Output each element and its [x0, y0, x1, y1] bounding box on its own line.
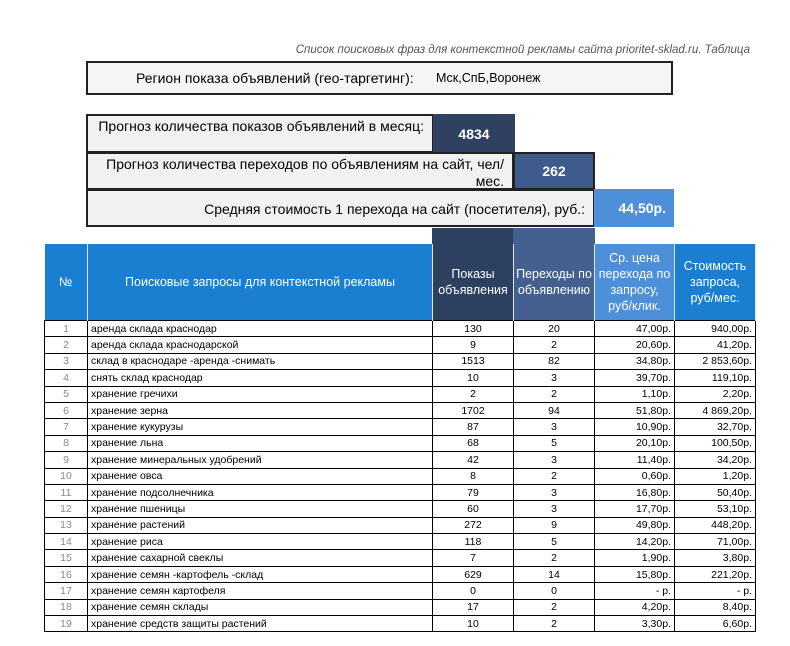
table-header-row [45, 244, 756, 321]
row-price: 20,10р. [595, 435, 675, 451]
table-row [45, 534, 756, 550]
clicks-forecast-label: Прогноз количества переходов по объявлениям на сайт, чел/мес. [106, 156, 504, 189]
row-cost: 2 853,60р. [675, 353, 756, 369]
row-clicks: 2 [514, 468, 595, 484]
row-price: 39,70р. [595, 370, 675, 386]
row-shows: 2 [433, 386, 514, 402]
row-cost: 940,00р. [675, 321, 756, 337]
row-shows: 79 [433, 484, 514, 500]
clicks-forecast-value: 262 [513, 152, 595, 190]
row-clicks: 14 [514, 566, 595, 582]
row-shows: 87 [433, 419, 514, 435]
row-shows: 60 [433, 501, 514, 517]
row-query: хранение гречихи [88, 386, 433, 402]
row-query: хранение подсолнечника [88, 484, 433, 500]
row-query: хранение растений [88, 517, 433, 533]
avg-cost-value: 44,50р. [594, 189, 674, 227]
row-shows: 1702 [433, 402, 514, 418]
row-shows: 629 [433, 566, 514, 582]
row-cost: 34,20р. [675, 452, 756, 468]
row-price: 10,90р. [595, 419, 675, 435]
table-row [45, 337, 756, 353]
row-cost: 50,40р. [675, 484, 756, 500]
avg-cost-label: Средняя стоимость 1 перехода на сайт (посетителя), руб.: [204, 201, 585, 217]
table-row [45, 517, 756, 533]
row-shows: 130 [433, 321, 514, 337]
row-cost: 448,20р. [675, 517, 756, 533]
table-row [45, 501, 756, 517]
row-num: 17 [45, 583, 88, 599]
row-query: хранение семян склады [88, 599, 433, 615]
row-shows: 9 [433, 337, 514, 353]
row-shows: 0 [433, 583, 514, 599]
row-price: 51,80р. [595, 402, 675, 418]
row-price: 20,60р. [595, 337, 675, 353]
row-num: 12 [45, 501, 88, 517]
row-query: хранение семян картофеля [88, 583, 433, 599]
table-row [45, 583, 756, 599]
row-clicks: 9 [514, 517, 595, 533]
row-shows: 10 [433, 370, 514, 386]
row-cost: 6,60р. [675, 616, 756, 632]
row-cost: 71,00р. [675, 534, 756, 550]
row-price: 16,80р. [595, 484, 675, 500]
row-num: 19 [45, 616, 88, 632]
header-query: Поисковые запросы для контекстной рекламы [88, 244, 433, 321]
row-cost: 41,20р. [675, 337, 756, 353]
clicks-header-extension [513, 228, 595, 245]
row-clicks: 2 [514, 599, 595, 615]
row-cost: 8,40р. [675, 599, 756, 615]
row-clicks: 3 [514, 484, 595, 500]
table-row [45, 566, 756, 582]
row-query: склад в краснодаре -аренда -снимать [88, 353, 433, 369]
row-clicks: 2 [514, 616, 595, 632]
row-num: 3 [45, 353, 88, 369]
table-row [45, 452, 756, 468]
row-clicks: 3 [514, 419, 595, 435]
row-query: снять склад краснодар [88, 370, 433, 386]
impressions-forecast-box [86, 114, 434, 153]
row-clicks: 94 [514, 402, 595, 418]
row-price: 3,30р. [595, 616, 675, 632]
row-price: 15,80р. [595, 566, 675, 582]
row-query: хранение овса [88, 468, 433, 484]
region-label: Регион показа объявлений (гео-таргетинг): [136, 70, 414, 86]
row-price: 14,20р. [595, 534, 675, 550]
row-shows: 272 [433, 517, 514, 533]
row-num: 14 [45, 534, 88, 550]
row-cost: 119,10р. [675, 370, 756, 386]
row-cost: 2,20р. [675, 386, 756, 402]
table-row [45, 370, 756, 386]
impressions-forecast-label: Прогноз количества показов объявлений в месяц: [98, 118, 424, 134]
row-shows: 68 [433, 435, 514, 451]
row-clicks: 3 [514, 452, 595, 468]
row-query: аренда склада краснодарской [88, 337, 433, 353]
document-title: Список поисковых фраз для контекстной рекламы сайта prioritet-sklad.ru. Таблица [295, 44, 750, 56]
table-row [45, 321, 756, 337]
row-num: 5 [45, 386, 88, 402]
shows-header-extension [432, 228, 514, 245]
row-query: хранение пшеницы [88, 501, 433, 517]
table-row [45, 468, 756, 484]
row-cost: 1,20р. [675, 468, 756, 484]
row-clicks: 2 [514, 337, 595, 353]
row-num: 15 [45, 550, 88, 566]
row-clicks: 3 [514, 370, 595, 386]
row-clicks: 82 [514, 353, 595, 369]
region-value: Мск,СпБ,Воронеж [436, 71, 541, 85]
row-price: 34,80р. [595, 353, 675, 369]
row-num: 9 [45, 452, 88, 468]
avg-cost-box [86, 189, 595, 227]
row-cost: 221,20р. [675, 566, 756, 582]
row-shows: 8 [433, 468, 514, 484]
row-num: 8 [45, 435, 88, 451]
row-query: хранение кукурузы [88, 419, 433, 435]
header-cost: Стоимость запроса, руб/мес. [675, 244, 756, 321]
row-clicks: 2 [514, 386, 595, 402]
row-price: 0,60р. [595, 468, 675, 484]
row-clicks: 5 [514, 435, 595, 451]
table-row [45, 616, 756, 632]
table-row [45, 599, 756, 615]
row-price: 49,80р. [595, 517, 675, 533]
table-row [45, 386, 756, 402]
row-shows: 1513 [433, 353, 514, 369]
row-shows: 17 [433, 599, 514, 615]
header-clicks: Переходы по объявлению [514, 244, 595, 321]
row-shows: 10 [433, 616, 514, 632]
row-query: хранение средств защиты растений [88, 616, 433, 632]
row-num: 11 [45, 484, 88, 500]
row-num: 13 [45, 517, 88, 533]
table-row [45, 484, 756, 500]
row-price: 4,20р. [595, 599, 675, 615]
row-shows: 118 [433, 534, 514, 550]
row-price: - р. [595, 583, 675, 599]
row-clicks: 2 [514, 550, 595, 566]
row-cost: 53,10р. [675, 501, 756, 517]
row-query: аренда склада краснодар [88, 321, 433, 337]
row-price: 11,40р. [595, 452, 675, 468]
table-row [45, 353, 756, 369]
row-num: 18 [45, 599, 88, 615]
impressions-forecast-value: 4834 [433, 114, 515, 153]
region-box [86, 61, 673, 95]
row-clicks: 3 [514, 501, 595, 517]
table-row [45, 419, 756, 435]
row-cost: 3,80р. [675, 550, 756, 566]
row-price: 1,90р. [595, 550, 675, 566]
header-price: Ср. цена перехода по запросу, руб/клик. [595, 244, 675, 321]
row-query: хранение риса [88, 534, 433, 550]
row-clicks: 20 [514, 321, 595, 337]
row-num: 4 [45, 370, 88, 386]
row-price: 17,70р. [595, 501, 675, 517]
row-cost: 4 869,20р. [675, 402, 756, 418]
row-shows: 42 [433, 452, 514, 468]
keywords-table [44, 244, 756, 632]
clicks-forecast-box [86, 152, 514, 190]
row-num: 2 [45, 337, 88, 353]
row-clicks: 5 [514, 534, 595, 550]
row-query: хранение сахарной свеклы [88, 550, 433, 566]
row-num: 16 [45, 566, 88, 582]
row-shows: 7 [433, 550, 514, 566]
row-num: 6 [45, 402, 88, 418]
row-num: 10 [45, 468, 88, 484]
table-row [45, 435, 756, 451]
header-shows: Показы объявления [433, 244, 514, 321]
row-cost: - р. [675, 583, 756, 599]
row-query: хранение зерна [88, 402, 433, 418]
row-clicks: 0 [514, 583, 595, 599]
row-query: хранение минеральных удобрений [88, 452, 433, 468]
row-query: хранение льна [88, 435, 433, 451]
header-num: № [45, 244, 88, 321]
table-row [45, 402, 756, 418]
row-query: хранение семян -картофель -склад [88, 566, 433, 582]
row-num: 1 [45, 321, 88, 337]
row-num: 7 [45, 419, 88, 435]
row-cost: 32,70р. [675, 419, 756, 435]
row-price: 47,00р. [595, 321, 675, 337]
row-price: 1,10р. [595, 386, 675, 402]
row-cost: 100,50р. [675, 435, 756, 451]
table-row [45, 550, 756, 566]
